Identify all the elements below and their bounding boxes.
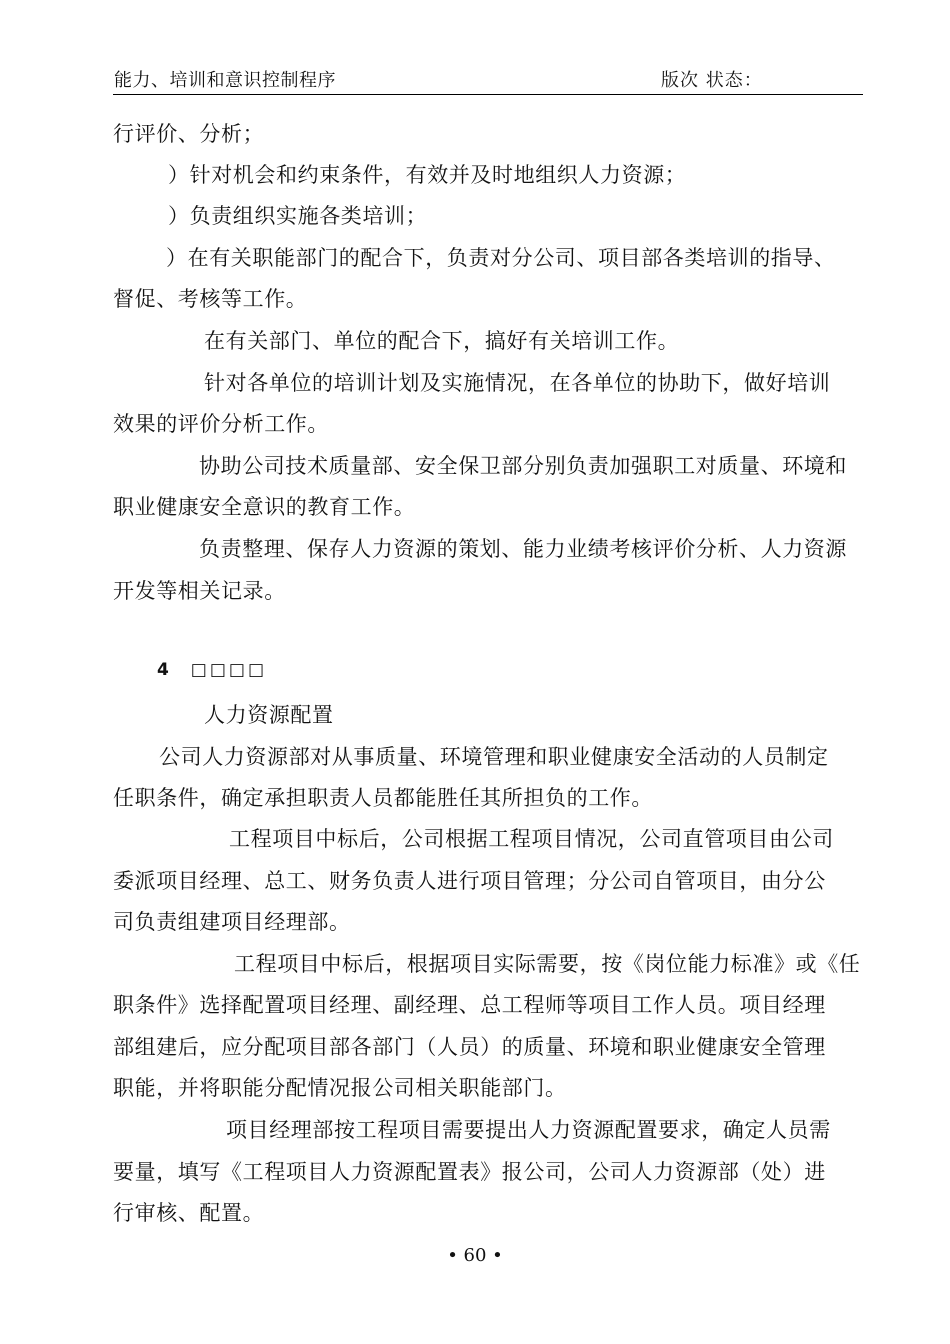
page-header bbox=[113, 62, 863, 95]
body-line: 行评价、分析； bbox=[113, 122, 265, 146]
body-line: 协助公司技术质量部、安全保卫部分别负责加强职工对质量、环境和 bbox=[199, 454, 847, 478]
body-line: ）针对机会和约束条件，有效并及时地组织人力资源； bbox=[168, 163, 687, 187]
section-title: □□□□ bbox=[190, 660, 268, 680]
body-line: 效果的评价分析工作。 bbox=[113, 412, 329, 436]
body-line: 负责整理、保存人力资源的策划、能力业绩考核评价分析、人力资源 bbox=[199, 537, 847, 561]
section-number: 4 bbox=[157, 660, 169, 680]
body-line: 项目经理部按工程项目需要提出人力资源配置要求，确定人员需 bbox=[226, 1118, 831, 1142]
document-title: 能力、培训和意识控制程序 bbox=[114, 70, 336, 91]
body-line: 部组建后，应分配项目部各部门（人员）的质量、环境和职业健康安全管理 bbox=[113, 1035, 826, 1059]
body-line: 针对各单位的培训计划及实施情况，在各单位的协助下，做好培训 bbox=[204, 371, 831, 395]
version-status-label: 版次 状态： bbox=[661, 70, 763, 91]
body-line: ）在有关职能部门的配合下，负责对分公司、项目部各类培训的指导、 bbox=[166, 246, 836, 270]
body-line: 司负责组建项目经理部。 bbox=[113, 910, 351, 934]
body-line: 职业健康安全意识的教育工作。 bbox=[113, 495, 416, 519]
body-line: 工程项目中标后，公司根据工程项目情况，公司直管项目由公司 bbox=[229, 827, 834, 851]
body-line: 工程项目中标后，根据项目实际需要，按《岗位能力标准》或《任 bbox=[234, 952, 861, 976]
body-line: 要量，填写《工程项目人力资源配置表》报公司，公司人力资源部（处）进 bbox=[113, 1160, 826, 1184]
body-line: 在有关部门、单位的配合下，搞好有关培训工作。 bbox=[204, 329, 680, 353]
body-line: 任职条件，确定承担职责人员都能胜任其所担负的工作。 bbox=[113, 786, 653, 810]
body-line: 委派项目经理、总工、财务负责人进行项目管理；分公司自管项目，由分公 bbox=[113, 869, 826, 893]
body-line: 职条件》选择配置项目经理、副经理、总工程师等项目工作人员。项目经理 bbox=[113, 993, 826, 1017]
body-line: ）负责组织实施各类培训； bbox=[168, 204, 428, 228]
body-line: 开发等相关记录。 bbox=[113, 579, 286, 603]
page-number: • 60 • bbox=[447, 1245, 503, 1266]
body-line: 职能，并将职能分配情况报公司相关职能部门。 bbox=[113, 1076, 567, 1100]
body-line: 行审核、配置。 bbox=[113, 1201, 265, 1225]
body-line: 督促、考核等工作。 bbox=[113, 287, 308, 311]
section-heading bbox=[157, 660, 267, 680]
subsection-title: 人力资源配置 bbox=[204, 703, 334, 727]
body-line: 公司人力资源部对从事质量、环境管理和职业健康安全活动的人员制定 bbox=[159, 745, 829, 769]
